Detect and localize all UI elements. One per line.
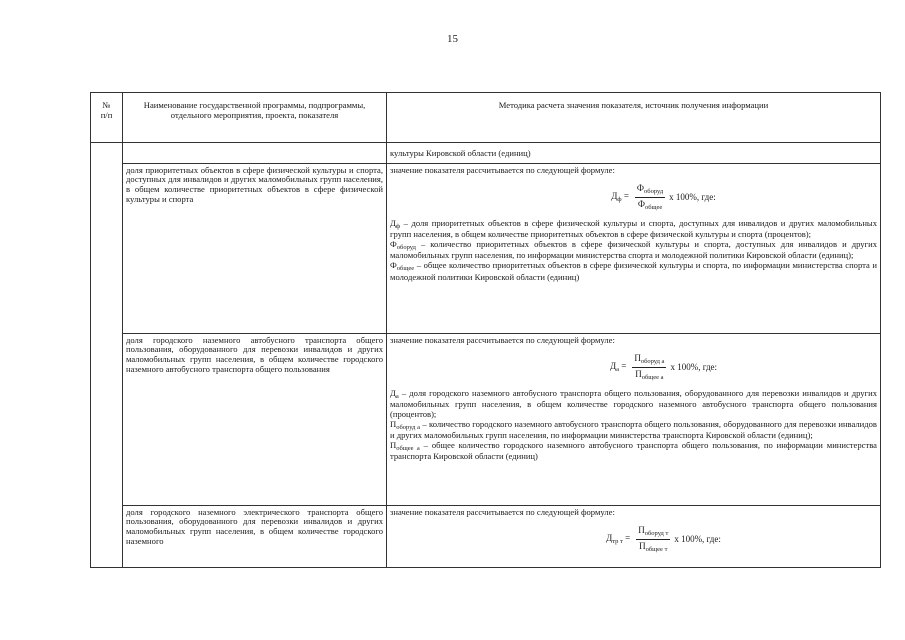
table-header-row	[91, 93, 881, 143]
indicator-name: доля городского наземного электрического транспорта общего пользования, оборудованного для перевозки инвалидов и других маломобильных групп населения, в общем количестве городского наземного	[123, 505, 387, 567]
table-row	[91, 143, 881, 164]
formula-definitions: $Д_а$ – доля городского наземного автобусного транспорта общего пользования, оборудованного для перевозки инвалидов и других маломобильных групп населения, в общем количестве городского наземного автобусного транспорта общего пользования (процентов); $П_{оборуд а}$ – количество городского наземного автобусного транспорта общего пользования, оборудованного для перевозки инвалидов и других маломобильных групп населения, по информации министерства транспорта Кировской области (единиц); $П_{общее а}$ – общее количество городского наземного автобусного транспорта общего пользования, по информации министерства транспорта Кировской области (единиц)	[390, 388, 878, 462]
formula: $Д_{тр т}$ = $\frac{П_{оборуд т}}{П_{общее т}}$ x 100%, где:	[606, 525, 721, 553]
formula: $Д_а$ = $\frac{П_{оборуд а}}{П_{общее а}}$ x 100%, где:	[609, 353, 718, 381]
indicator-table	[90, 92, 881, 568]
header-number: № п/п	[91, 93, 123, 143]
page-number: 15	[447, 33, 458, 45]
formula-intro: значение показателя рассчитывается по следующей формуле:	[390, 334, 615, 345]
header-name: Наименование государственной программы, подпрограммы, отдельного мероприятия, проекта, показателя	[123, 93, 387, 143]
method-cell	[387, 333, 881, 505]
formula-definitions: $Д_ф$ – доля приоритетных объектов в сфере физической культуры и спорта, доступных для инвалидов и других маломобильных групп населения, в общем количестве приоритетных объектов в сфере физической культуры и спорта (процентов); $Ф_{оборуд}$ – количество приоритетных объектов в сфере физической культуры и спорта, доступных для инвалидов и других маломобильных групп населения, по информации министерства спорта и молодежной политики Кировской области (единиц); $Ф_{общее}$ – общее количество приоритетных объектов в сфере физической культуры и спорта, по информации министерства спорта и молодежной политики Кировской области (единиц)	[390, 218, 877, 282]
formula: $Д_ф$ = $\frac{Ф_{оборуд}}{Ф_{общее}}$ x 100%, где:	[611, 183, 716, 211]
number-cell	[91, 143, 123, 568]
formula-intro: значение показателя рассчитывается по следующей формуле:	[390, 164, 615, 175]
table-row	[91, 163, 881, 333]
name-cell	[123, 143, 387, 164]
indicator-name: доля приоритетных объектов в сфере физической культуры и спорта, доступных для инвалидов и других маломобильных групп населения, в общем количестве приоритетных объектов в сфере физической культуры и спорта	[123, 163, 387, 333]
table-row	[91, 333, 881, 505]
table-row	[91, 505, 881, 567]
indicator-name: доля городского наземного автобусного транспорта общего пользования, оборудованного для перевозки инвалидов и других маломобильных групп населения, в общем количестве городского наземного автобусного транспорта общего пользования	[123, 333, 387, 505]
method-cell	[387, 505, 881, 567]
method-cell	[387, 163, 881, 333]
formula-intro: значение показателя рассчитывается по следующей формуле:	[390, 506, 615, 517]
method-cell: культуры Кировской области (единиц)	[387, 143, 881, 164]
header-method: Методика расчета значения показателя, источник получения информации	[387, 93, 881, 143]
